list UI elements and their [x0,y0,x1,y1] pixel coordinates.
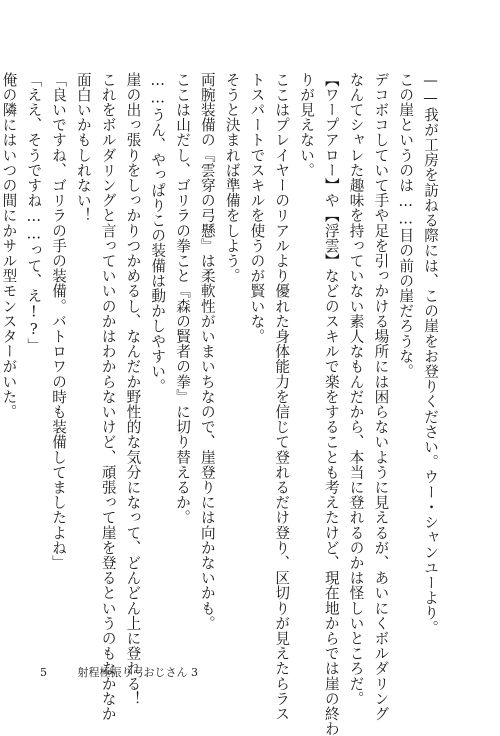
page-number: 5 [40,666,47,679]
text-line: 「良いですね、ゴリラの手の装備。バトロワの時も装備してましたよね」 [50,72,68,571]
text-line: りが見えない。 [298,72,316,178]
text-line: 崖の出っ張りをしっかりつかめるし、なんだか野性的な気分になって、どんどん上に登れる！ [124,72,142,707]
text-line: デコボコしていて手や足を引っかける場所には困らないように見えるが、あいにくボルダリング [372,72,390,722]
text-line: トスパートでスキルを使うのが賢いな。 [248,72,266,344]
text-line: そうと決まれば準備をしよう。 [223,72,241,284]
text-line: これをボルダリングと言っていいのかはわからないけど、頑張って崖を登るというのもなかなか [99,72,117,722]
text-line: 面白いかもしれない！ [74,72,92,223]
text-line: 「ええ、そうですね……って、え!?」 [25,72,43,354]
text-line: ……うん、やっぱりこの装備は動かしやすい。 [149,72,167,394]
text-line: 俺の隣にはいつの間にかサル型モンスターがいた。 [0,72,18,420]
text-line: ——我が工房を訪ねる際には、この崖をお登りください。ウー・シャンユーより。 [422,72,439,636]
text-line: 【ワープアロー】や【浮雲】などのスキルで楽をすることも考えたけど、現在地からでは崖の終わ [322,72,340,736]
page-footer [40,664,198,680]
text-line: ここはプレイヤーのリアルより優れた身体能力を信じて登れるだけ登り、区切りが見えたらラス [273,72,291,722]
book-title: 射程極振り弓おじさん 3 [77,666,198,679]
text-line: なんてシャレた趣味を持っていない素人なもんだから、本当に登れるのかは怪しいところだ。 [347,72,365,707]
text-line: この崖というのは……目の前の崖だろうな。 [397,72,415,379]
text-line: ここは山だし、ゴリラの拳こと『森の賢者の拳』に切り替えるか。 [174,72,192,525]
text-line: 両腕装備の『雲穿の弓懸』は柔軟性がいまいちなので、崖登りには向かないかも。 [198,72,216,631]
